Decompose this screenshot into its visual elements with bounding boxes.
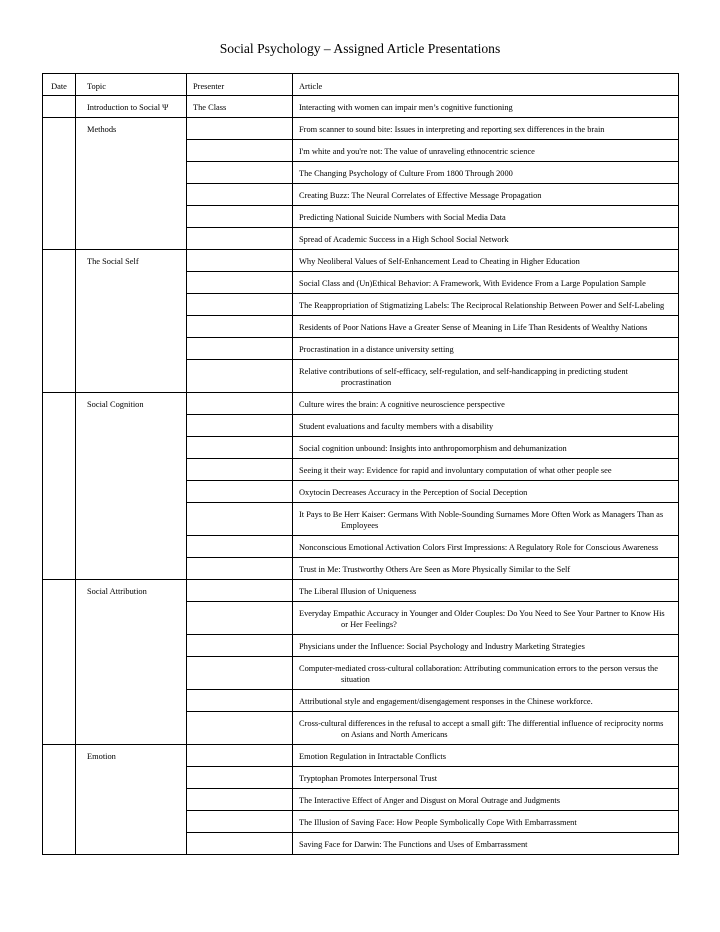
article-title: The Changing Psychology of Culture From 1800 Through 2000 [299,169,513,178]
article-title: Physicians under the Influence: Social Psychology and Industry Marketing Strategies [299,642,585,651]
article-cell [293,459,679,481]
presenter-cell [187,602,293,635]
presenter-cell [187,140,293,162]
presenter-cell [187,503,293,536]
article-title: The Interactive Effect of Anger and Disgust on Moral Outrage and Judgments [299,796,561,805]
article-cell [293,415,679,437]
table-row [43,393,679,415]
article-title: Interacting with women can impair men’s cognitive functioning [299,103,513,112]
article-title: Social cognition unbound: Insights into anthropomorphism and dehumanization [299,444,567,453]
article-cell [293,393,679,415]
article-cell [293,140,679,162]
article-cell [293,250,679,272]
article-title: Why Neoliberal Values of Self-Enhancement Lead to Cheating in Higher Education [299,257,580,266]
presenter-cell [187,250,293,272]
table-row [43,250,679,272]
header-date: Date [43,74,76,96]
article-title: Everyday Empathic Accuracy in Younger and Older Couples: Do You Need to See Your Partner to Know His or Her Feelings? [299,609,665,629]
article-cell [293,602,679,635]
article-cell [293,745,679,767]
presenter-cell [187,294,293,316]
presentations-table [42,73,679,855]
article-title: Seeing it their way: Evidence for rapid and involuntary computation of what other people see [299,466,612,475]
presenter-cell [187,745,293,767]
presenter-cell [187,162,293,184]
presenter-cell [187,437,293,459]
presenter-cell [187,118,293,140]
article-cell [293,184,679,206]
table-row [43,580,679,602]
table-row [43,118,679,140]
article-cell [293,96,679,118]
presenter-cell [187,811,293,833]
article-cell [293,118,679,140]
article-cell [293,360,679,393]
presenter-cell [187,690,293,712]
article-cell [293,481,679,503]
article-title: The Illusion of Saving Face: How People Symbolically Cope With Embarrassment [299,818,577,827]
topic-cell: Emotion [76,745,187,855]
date-cell [43,250,76,393]
article-title: Computer-mediated cross-cultural collaboration: Attributing communication errors to the person versus the situation [299,664,658,684]
article-title: Attributional style and engagement/disengagement responses in the Chinese workforce. [299,697,593,706]
topic-cell: Introduction to Social Ψ [76,96,187,118]
presenter-cell [187,712,293,745]
article-cell [293,437,679,459]
article-title: Oxytocin Decreases Accuracy in the Perception of Social Deception [299,488,528,497]
article-cell [293,690,679,712]
article-cell [293,789,679,811]
article-cell [293,316,679,338]
article-cell [293,811,679,833]
presenter-cell [187,580,293,602]
date-cell [43,393,76,580]
presenter-cell [187,206,293,228]
presenter-cell: The Class [187,96,293,118]
presenter-cell [187,635,293,657]
article-title: Spread of Academic Success in a High School Social Network [299,235,509,244]
article-title: Student evaluations and faculty members with a disability [299,422,494,431]
article-title: Social Class and (Un)Ethical Behavior: A Framework, With Evidence From a Large Population Sample [299,279,646,288]
presenter-cell [187,459,293,481]
article-title: Predicting National Suicide Numbers with Social Media Data [299,213,506,222]
presenter-cell [187,833,293,855]
article-cell [293,833,679,855]
article-title: The Liberal Illusion of Uniqueness [299,587,417,596]
article-cell [293,767,679,789]
presenter-cell [187,767,293,789]
presenter-cell [187,558,293,580]
article-title: The Reappropriation of Stigmatizing Labels: The Reciprocal Relationship Between Power and Self-Labeling [299,301,665,310]
article-cell [293,294,679,316]
article-title: It Pays to Be Herr Kaiser: Germans With Noble-Sounding Surnames More Often Work as Managers Than as Employees [299,510,664,530]
presenter-cell [187,272,293,294]
article-title: Relative contributions of self-efficacy, self-regulation, and self-handicapping in predicting student procrastination [299,367,628,387]
presenter-cell [187,657,293,690]
topic-cell: Social Cognition [76,393,187,580]
presenter-cell [187,536,293,558]
article-cell [293,657,679,690]
header-presenter: Presenter [187,74,293,96]
topic-cell: Social Attribution [76,580,187,745]
date-cell [43,96,76,118]
article-cell [293,635,679,657]
table-row [43,96,679,118]
table-row [43,745,679,767]
article-title: Trust in Me: Trustworthy Others Are Seen as More Physically Similar to the Self [299,565,571,574]
page-title: Social Psychology – Assigned Article Presentations [219,41,501,56]
article-title: Culture wires the brain: A cognitive neuroscience perspective [299,400,505,409]
article-title: Creating Buzz: The Neural Correlates of Effective Message Propagation [299,191,542,200]
article-cell [293,712,679,745]
header-topic: Topic [76,74,187,96]
topic-cell: The Social Self [76,250,187,393]
article-cell [293,338,679,360]
presenter-cell [187,184,293,206]
date-cell [43,580,76,745]
article-title: Nonconscious Emotional Activation Colors First Impressions: A Regulatory Role for Conscious Awareness [299,543,659,552]
article-cell [293,228,679,250]
presenter-cell [187,316,293,338]
article-cell [293,162,679,184]
presenter-cell [187,228,293,250]
article-cell [293,580,679,602]
presenter-cell [187,338,293,360]
presenter-cell [187,481,293,503]
topic-cell: Methods [76,118,187,250]
article-title: I'm white and you're not: The value of unraveling ethnocentric science [299,147,535,156]
article-cell [293,272,679,294]
header-row [43,74,679,96]
article-title: Emotion Regulation in Intractable Conflicts [299,752,446,761]
article-title: Tryptophan Promotes Interpersonal Trust [299,774,438,783]
header-article: Article [293,74,679,96]
presenter-cell [187,789,293,811]
presenter-cell [187,393,293,415]
date-cell [43,745,76,855]
article-title: Procrastination in a distance university setting [299,345,454,354]
article-cell [293,206,679,228]
article-cell [293,558,679,580]
article-title: Saving Face for Darwin: The Functions and Uses of Embarrassment [299,840,528,849]
presenter-cell [187,360,293,393]
date-cell [43,118,76,250]
article-title: From scanner to sound bite: Issues in interpreting and reporting sex differences in the brain [299,125,605,134]
article-title: Cross-cultural differences in the refusal to accept a small gift: The differential influence of reciprocity norms on Asians and North Americans [299,719,664,739]
article-cell [293,503,679,536]
article-title: Residents of Poor Nations Have a Greater Sense of Meaning in Life Than Residents of Wealthy Nations [299,323,648,332]
article-cell [293,536,679,558]
presenter-cell [187,415,293,437]
